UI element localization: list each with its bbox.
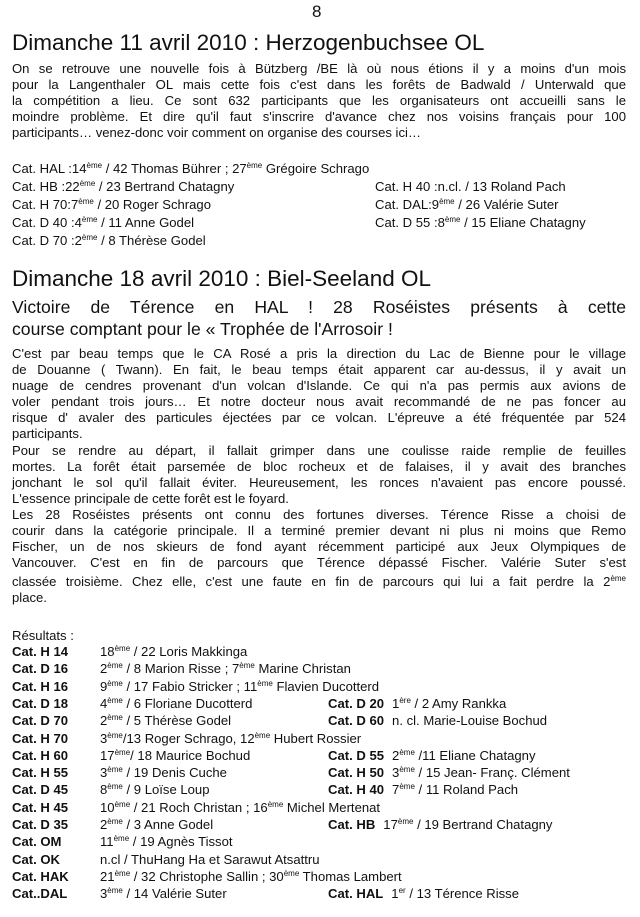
category-label: Cat. HB : [12,179,66,194]
section1-title: Dimanche 11 avril 2010 : Herzogenbuchsee OL [12,30,485,55]
result-row [12,661,351,678]
result-text: 4ème / 6 Floriane Ducotterd [100,695,253,711]
category-label: Cat. D 55 [328,747,385,763]
result-text: 2ème / 8 Marion Risse ; 7ème Marine Christan [100,661,351,677]
category-label: Cat. H 40 [328,782,385,798]
result-text: 10ème / 21 Roch Christan ; 16ème Michel Mertenat [100,799,381,815]
rank: 8ème / 15 Eliane Chatagny [437,215,586,230]
category-label: Cat. HAL : [12,161,72,176]
rank: 14ème / 42 Thomas Bührer ; 27ème Grégoire Schrago [71,161,370,176]
result-row [12,782,519,799]
category-label: Cat. H 14 [12,644,69,659]
category-label: Cat. H 60 [12,747,69,763]
rank: 9ème / 26 Valérie Suter [431,197,559,212]
category-label: Cat. H 16 [12,678,69,694]
result-row [12,179,566,196]
result-entry [12,233,206,248]
section2-body [12,346,626,607]
result-row [12,817,553,834]
results-label: Résultats : [12,628,74,643]
subtitle-line: course comptant pour le « Trophée de l'Arrosoir ! [12,319,393,339]
section2-subtitle [12,296,626,340]
result-entry [328,765,570,780]
subtitle-line: Victoire de Térence en HAL ! 28 Roséistes présents à cette [12,297,626,317]
category-label: Cat. D 70 : [12,233,75,248]
result-row [12,869,402,886]
body-line: Pour se rendre au départ, il fallait grimper dans une coulisse raide remplie de feuilles [12,442,626,458]
result-text: 2ème / 5 Thérèse Godel [100,713,232,729]
category-label: Cat. D 60 [328,713,385,729]
body-line: jonchant le sol qu'il fallait éviter. Heureusement, les ronces n'avaient pas encore poussé. [12,474,626,490]
result-text: 7ème / 11 Roland Pach [392,782,519,798]
category-label: Cat. OM [12,834,62,850]
result-text: 17ème/ 18 Maurice Bochud [100,747,251,763]
body-line: nuage de cendres provenant d'un volcan d'Islande. Ce qui n'a pas permis aux avions de [12,378,626,394]
result-entry [375,179,566,194]
category-label: Cat. D 18 [12,695,69,711]
category-label: Cat. HAK [12,868,69,884]
result-row [12,800,380,817]
intro-line: moindre problème. Et dire qu'il faut s'inscrire d'avance chez nos voisins français pour 100 [12,109,626,125]
section2-title: Dimanche 18 avril 2010 : Biel-Seeland OL [12,266,431,291]
category-label: Cat. D 45 [12,782,69,798]
result-entry [12,161,369,176]
category-label: Cat. H 50 [328,765,385,781]
result-row [12,161,369,178]
result-row [12,731,361,748]
result-entry [328,817,552,832]
category-label: Cat. D 55 : [375,215,438,230]
intro-line: On se retrouve une nouvelle fois à Bützberg /BE là où nous étions il y a moins d'un mois [12,61,626,76]
rank: 2ème / 8 Thérèse Godel [74,233,206,248]
result-row [12,834,233,851]
category-label: Cat. D 40 : [12,215,75,230]
result-text: 3ème / 19 Denis Cuche [100,765,227,781]
result-entry [375,215,586,230]
category-label: Cat. D 70 [12,713,69,729]
intro-line: participants… venez-donc voir comment on organise des courses ici… [12,125,422,141]
result-text: 17ème / 19 Bertrand Chatagny [383,817,553,832]
result-text: 18ème / 22 Loris Makkinga [100,644,248,659]
category-label: Cat. OK [12,851,61,867]
category-label: Cat. H 45 [12,799,69,815]
result-text: 21ème / 32 Christophe Sallin ; 30ème Thomas Lambert [100,868,402,884]
body-line: participants. [12,426,83,442]
result-text: 1er / 13 Térence Risse [391,886,520,902]
intro-line: la compétition a lieu. Ce sont 632 participants que les organisateurs ont accueilli sans le [12,93,626,109]
category-label: Cat. HAL [328,886,384,902]
category-label: Cat. D 35 [12,817,69,832]
category-label: Cat. H 55 [12,765,69,781]
body-line: mortes. La forêt était parsemée de bloc rocheux et de falaises, il y avait des branches [12,458,626,474]
result-entry [12,215,194,230]
result-entry [12,179,234,194]
result-row [12,233,206,250]
body-line: Fischer, un de nos skieurs de fond ayant récemment participé aux Jeux Olympiques de [12,539,626,555]
result-entry [328,782,518,797]
result-row [12,679,379,696]
category-label: Cat. D 20 [328,695,385,711]
result-row [12,747,536,765]
body-line: courir dans la catégorie principale. Il a terminé premier devant ni plus ni moins que Remo [12,523,626,539]
result-text: 1ère / 2 Amy Rankka [392,695,507,711]
category-label: Cat. D 16 [12,661,69,677]
result-text: n. cl. Marie-Louise Bochud [392,713,548,729]
category-label: Cat. DAL: [375,197,432,212]
result-row [12,644,247,661]
body-line: Vancouver. C'est en fin de parcours que Térence dépassé Fischer. Valérie Suter s'est [12,555,626,571]
result-text: n.cl / ThuHang Ha et Sarawut Atsattru [100,851,320,867]
rank: 22ème / 23 Bertrand Chatagny [65,179,235,194]
result-row [12,765,570,782]
result-row [12,197,559,214]
body-line: C'est par beau temps que le CA Rosé a pris la direction du Lac de Bienne pour le village [12,346,626,361]
result-row [12,713,548,730]
result-text: 3ème / 14 Valérie Suter [100,886,227,902]
section1-intro [12,61,626,141]
body-line: risque d' avaler des particules éjectées par ce volcan. L'épreuve a été fréquentée par 524 [12,410,626,426]
body-line: place. [12,590,47,606]
result-row [12,886,520,903]
result-entry [375,197,558,212]
page-number: 8 [312,2,322,21]
result-entry [328,748,536,763]
result-text: 2ème / 3 Anne Godel [100,817,214,832]
result-text: 9ème / 17 Fabio Stricker ; 11ème Flavien Ducotterd [100,678,380,694]
rank: 7ème / 20 Roger Schrago [70,197,211,212]
category-label: Cat. H 70: [12,197,71,212]
result-row [12,215,586,232]
category-label: Cat. H 70 [12,730,69,746]
result-row [12,695,507,713]
result-text: 3ème / 15 Jean- Franç. Clément [392,765,570,781]
result-text: 8ème / 9 Loïse Loup [100,782,210,798]
result-text: 11ème / 19 Agnès Tissot [100,834,233,850]
result-text: 2ème /11 Eliane Chatagny [392,747,536,763]
category-label: Cat. HB [328,817,376,832]
body-line: Les 28 Roséistes présents ont connu des fortunes diverses. Térence Risse a choisi de [12,506,626,522]
result-row [12,852,320,869]
body-line: L'essence principale de cette forêt est le foyard. [12,490,289,506]
result-entry [328,886,519,901]
result-entry [328,713,547,728]
body-line: classée troisième. Chez elle, c'est une faute en fin de parcours qui lui a fait perdre la 2ème [12,574,626,590]
result-entry [12,197,211,212]
body-line: de Douanne ( Twann). En fait, le beau temps était apparent car au-dessus, il y avait un [12,362,626,378]
rank: 4ème / 11 Anne Godel [74,215,195,230]
result-text: 3ème/13 Roger Schrago, 12ème Hubert Rossier [100,730,362,746]
category-label: Cat. H 40 : [375,179,438,194]
intro-line: pour la Langenthaler OL mais cette fois c'est dans les forêts de Badwald / Unterwald que [12,77,626,93]
body-line: voler pendant trois jours… Et notre docteur nous avait recommandé de ne pas foncer au [12,394,626,410]
category-label: Cat..DAL [12,886,68,902]
result-entry [328,696,506,711]
rank: n.cl. / 13 Roland Pach [437,179,566,194]
